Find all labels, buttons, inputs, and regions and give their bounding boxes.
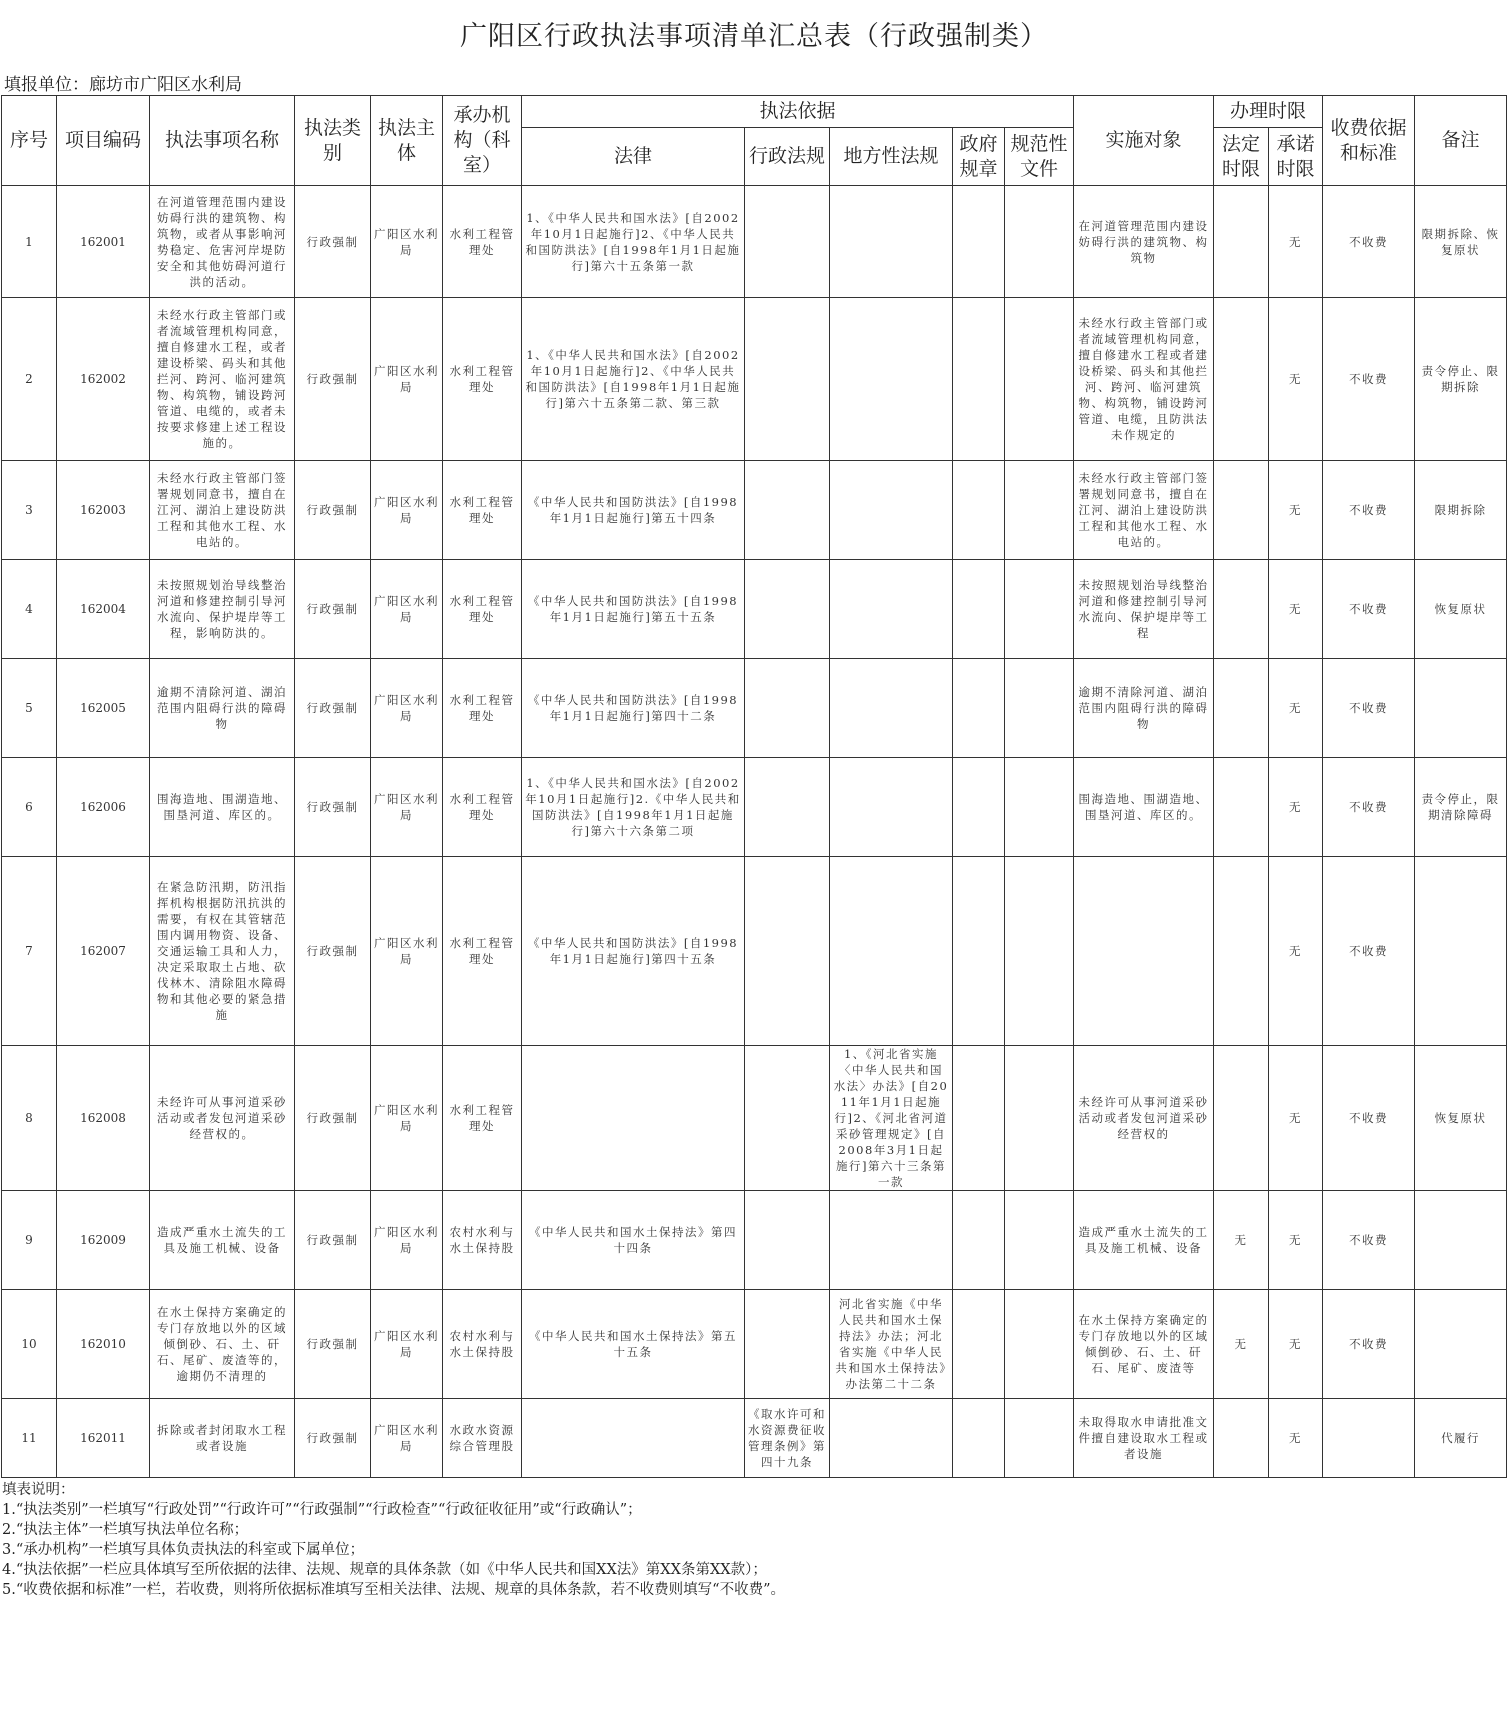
cell-code: 162003 [57,461,150,560]
table-row [2,1046,1507,1191]
cell-gov-rule [953,461,1005,560]
cell-code: 162002 [57,298,150,461]
cell-name: 未经水行政主管部门或者流域管理机构同意，擅自修建水工程，或者建设桥梁、码头和其他拦河、跨河、临河建筑物、构筑物，铺设跨河管道、电缆的，或者未按要求修建上述工程设施的。 [150,298,295,461]
header-legal-limit: 法定时限 [1214,128,1269,186]
cell-target: 逾期不清除河道、湖泊范围内阻碍行洪的障碍物 [1074,659,1214,758]
cell-code: 162010 [57,1290,150,1399]
cell-target: 在河道管理范围内建设妨碍行洪的建筑物、构筑物 [1074,186,1214,298]
cell-remark [1415,659,1507,758]
enforcement-table [1,95,1507,1478]
cell-admin-reg [745,857,830,1046]
cell-local-reg [830,461,953,560]
cell-promise-limit: 无 [1269,560,1323,659]
table-row [2,1290,1507,1399]
cell-norm-doc [1005,461,1074,560]
cell-fee: 不收费 [1323,758,1415,857]
header-seq: 序号 [2,96,57,186]
cell-name: 未经水行政主管部门签署规划同意书，擅自在江河、湖泊上建设防洪工程和其他水工程、水电站的。 [150,461,295,560]
cell-legal-limit: 无 [1214,1290,1269,1399]
cell-promise-limit: 无 [1269,1290,1323,1399]
cell-legal-limit [1214,659,1269,758]
cell-local-reg [830,560,953,659]
cell-remark: 限期拆除 [1415,461,1507,560]
cell-code: 162004 [57,560,150,659]
cell-law: 《中华人民共和国水土保持法》第四十四条 [522,1191,745,1290]
cell-legal-limit [1214,1046,1269,1191]
header-target: 实施对象 [1074,96,1214,186]
header-category: 执法类别 [295,96,371,186]
table-row [2,298,1507,461]
cell-seq: 6 [2,758,57,857]
header-remark: 备注 [1415,96,1507,186]
cell-subject: 广阳区水利局 [371,857,443,1046]
cell-norm-doc [1005,1290,1074,1399]
cell-promise-limit: 无 [1269,1046,1323,1191]
cell-name: 未按照规划治导线整治河道和修建控制引导河水流向、保护堤岸等工程，影响防洪的。 [150,560,295,659]
cell-category: 行政强制 [295,1290,371,1399]
cell-code: 162001 [57,186,150,298]
cell-seq: 9 [2,1191,57,1290]
cell-office: 水利工程管理处 [443,461,522,560]
cell-subject: 广阳区水利局 [371,560,443,659]
cell-admin-reg [745,1191,830,1290]
cell-gov-rule [953,758,1005,857]
table-row [2,186,1507,298]
cell-law: 1、《中华人民共和国水法》[自2002年10月1日起施行]2.《中华人民共和国防洪法》[自1998年1月1日起施行]第六十六条第二项 [522,758,745,857]
cell-admin-reg: 《取水许可和水资源费征收管理条例》第四十九条 [745,1399,830,1478]
cell-fee: 不收费 [1323,298,1415,461]
table-body [2,186,1507,1478]
cell-legal-limit [1214,1399,1269,1478]
cell-seq: 7 [2,857,57,1046]
cell-seq: 5 [2,659,57,758]
cell-remark [1415,1290,1507,1399]
cell-seq: 10 [2,1290,57,1399]
cell-office: 农村水利与水土保持股 [443,1290,522,1399]
cell-office: 水利工程管理处 [443,298,522,461]
cell-legal-limit [1214,186,1269,298]
cell-seq: 4 [2,560,57,659]
cell-law: 1、《中华人民共和国水法》[自2002年10月1日起施行]2、《中华人民共和国防洪法》[自1998年1月1日起施行]第六十五条第一款 [522,186,745,298]
header-admin-reg: 行政法规 [745,128,830,186]
cell-code: 162005 [57,659,150,758]
page-title: 广阳区行政执法事项清单汇总表（行政强制类） [460,21,1048,52]
cell-target [1074,857,1214,1046]
header-local-reg: 地方性法规 [830,128,953,186]
header-subject: 执法主体 [371,96,443,186]
cell-admin-reg [745,659,830,758]
cell-promise-limit: 无 [1269,461,1323,560]
cell-target: 造成严重水土流失的工具及施工机械、设备 [1074,1191,1214,1290]
cell-category: 行政强制 [295,659,371,758]
cell-legal-limit [1214,560,1269,659]
cell-seq: 1 [2,186,57,298]
cell-office: 水利工程管理处 [443,659,522,758]
cell-law: 1、《中华人民共和国水法》[自2002年10月1日起施行]2、《中华人民共和国防洪法》[自1998年1月1日起施行]第六十五条第二款、第三款 [522,298,745,461]
cell-subject: 广阳区水利局 [371,659,443,758]
cell-gov-rule [953,1290,1005,1399]
cell-target: 未按照规划治导线整治河道和修建控制引导河水流向、保护堤岸等工程 [1074,560,1214,659]
cell-law [522,1046,745,1191]
cell-gov-rule [953,1046,1005,1191]
cell-office: 农村水利与水土保持股 [443,1191,522,1290]
note-line: 4.“执法依据”一栏应具体填写至所依据的法律、法规、规章的具体条款（如《中华人民共和国XX法》第XX条第XX款）； [2,1562,767,1578]
cell-target: 未经水行政主管部门或者流域管理机构同意，擅自修建水工程或者建设桥梁、码头和其他拦河、跨河、临河建筑物、构筑物，铺设跨河管道、电缆，且防洪法未作规定的 [1074,298,1214,461]
cell-local-reg [830,1191,953,1290]
cell-gov-rule [953,560,1005,659]
cell-category: 行政强制 [295,758,371,857]
cell-name: 拆除或者封闭取水工程或者设施 [150,1399,295,1478]
cell-name: 在紧急防汛期，防汛指挥机构根据防汛抗洪的需要，有权在其管辖范围内调用物资、设备、交通运输工具和人力，决定采取取土占地、砍伐林木、清除阻水障碍物和其他必要的紧急措施 [150,857,295,1046]
cell-admin-reg [745,1046,830,1191]
cell-remark [1415,1191,1507,1290]
cell-gov-rule [953,659,1005,758]
note-line: 2.“执法主体”一栏填写执法单位名称； [2,1522,249,1538]
cell-target: 未经许可从事河道采砂活动或者发包河道采砂经营权的 [1074,1046,1214,1191]
cell-fee: 不收费 [1323,1290,1415,1399]
cell-promise-limit: 无 [1269,659,1323,758]
header-norm-doc: 规范性文件 [1005,128,1074,186]
cell-seq: 8 [2,1046,57,1191]
cell-subject: 广阳区水利局 [371,1046,443,1191]
cell-admin-reg [745,298,830,461]
cell-fee: 不收费 [1323,1046,1415,1191]
cell-target: 未取得取水申请批准文件擅自建设取水工程或者设施 [1074,1399,1214,1478]
cell-remark [1415,857,1507,1046]
cell-local-reg [830,659,953,758]
header-office: 承办机构（科室） [443,96,522,186]
table-row [2,659,1507,758]
cell-local-reg: 1、《河北省实施〈中华人民共和国水法〉办法》[自2011年1月1日起施行]2、《河北省河道采砂管理规定》[自2008年3月1日起施行]第六十三条第一款 [830,1046,953,1191]
cell-subject: 广阳区水利局 [371,1290,443,1399]
cell-name: 逾期不清除河道、湖泊范围内阻碍行洪的障碍物 [150,659,295,758]
cell-fee: 不收费 [1323,560,1415,659]
cell-law: 《中华人民共和国防洪法》[自1998年1月1日起施行]第四十五条 [522,857,745,1046]
header-promise-limit: 承诺时限 [1269,128,1323,186]
cell-subject: 广阳区水利局 [371,298,443,461]
header-name: 执法事项名称 [150,96,295,186]
cell-fee: 不收费 [1323,1191,1415,1290]
cell-name: 在水土保持方案确定的专门存放地以外的区域倾倒砂、石、土、矸石、尾矿、废渣等的，逾期仍不清理的 [150,1290,295,1399]
cell-fee: 不收费 [1323,659,1415,758]
table-row [2,857,1507,1046]
cell-name: 造成严重水土流失的工具及施工机械、设备 [150,1191,295,1290]
header-gov-rule: 政府规章 [953,128,1005,186]
fill-instructions [2,1480,785,1600]
header-fee: 收费依据和标准 [1323,96,1415,186]
notes-heading: 填表说明： [2,1482,75,1498]
note-line: 3.“承办机构”一栏填写具体负责执法的科室或下属单位； [2,1542,365,1558]
cell-fee: 不收费 [1323,857,1415,1046]
table-row [2,1191,1507,1290]
cell-gov-rule [953,298,1005,461]
cell-law [522,1399,745,1478]
cell-legal-limit: 无 [1214,1191,1269,1290]
cell-office: 水利工程管理处 [443,857,522,1046]
cell-norm-doc [1005,1191,1074,1290]
cell-legal-limit [1214,758,1269,857]
cell-legal-limit [1214,857,1269,1046]
cell-legal-limit [1214,461,1269,560]
cell-local-reg [830,186,953,298]
reporting-unit: 填报单位：廊坊市广阳区水利局 [4,75,242,95]
cell-fee [1323,1399,1415,1478]
cell-norm-doc [1005,857,1074,1046]
table-row [2,560,1507,659]
cell-law: 《中华人民共和国防洪法》[自1998年1月1日起施行]第五十五条 [522,560,745,659]
cell-seq: 2 [2,298,57,461]
cell-remark: 限期拆除、恢复原状 [1415,186,1507,298]
cell-admin-reg [745,461,830,560]
cell-office: 水利工程管理处 [443,186,522,298]
cell-admin-reg [745,560,830,659]
cell-code: 162008 [57,1046,150,1191]
cell-category: 行政强制 [295,298,371,461]
header-time-limit: 办理时限 [1214,96,1323,128]
cell-subject: 广阳区水利局 [371,758,443,857]
cell-admin-reg [745,186,830,298]
cell-category: 行政强制 [295,1399,371,1478]
cell-seq: 3 [2,461,57,560]
header-code: 项目编码 [57,96,150,186]
cell-norm-doc [1005,186,1074,298]
cell-subject: 广阳区水利局 [371,1399,443,1478]
cell-name: 围海造地、围湖造地、围垦河道、库区的。 [150,758,295,857]
cell-remark: 恢复原状 [1415,1046,1507,1191]
cell-office: 水利工程管理处 [443,1046,522,1191]
cell-gov-rule [953,857,1005,1046]
cell-remark: 责令停止，限期清除障碍 [1415,758,1507,857]
cell-category: 行政强制 [295,186,371,298]
cell-norm-doc [1005,1399,1074,1478]
note-line: 5.“收费依据和标准”一栏，若收费，则将所依据标准填写至相关法律、法规、规章的具体条款，若不收费则填写“不收费”。 [2,1582,785,1598]
cell-remark: 恢复原状 [1415,560,1507,659]
cell-office: 水政水资源综合管理股 [443,1399,522,1478]
cell-norm-doc [1005,560,1074,659]
cell-gov-rule [953,1191,1005,1290]
cell-office: 水利工程管理处 [443,758,522,857]
cell-target: 未经水行政主管部门签署规划同意书，擅自在江河、湖泊上建设防洪工程和其他水工程、水电站的。 [1074,461,1214,560]
cell-category: 行政强制 [295,1191,371,1290]
cell-law: 《中华人民共和国防洪法》[自1998年1月1日起施行]第五十四条 [522,461,745,560]
cell-target: 围海造地、围湖造地、围垦河道、库区的。 [1074,758,1214,857]
cell-gov-rule [953,1399,1005,1478]
note-line: 1.“执法类别”一栏填写“行政处罚”“行政许可”“行政强制”“行政检查”“行政征收征用”或“行政确认”； [2,1502,642,1518]
cell-code: 162011 [57,1399,150,1478]
cell-fee: 不收费 [1323,461,1415,560]
cell-promise-limit: 无 [1269,1191,1323,1290]
cell-category: 行政强制 [295,461,371,560]
cell-local-reg [830,758,953,857]
cell-fee: 不收费 [1323,186,1415,298]
cell-gov-rule [953,186,1005,298]
cell-promise-limit: 无 [1269,857,1323,1046]
table-row [2,758,1507,857]
cell-office: 水利工程管理处 [443,560,522,659]
cell-promise-limit: 无 [1269,298,1323,461]
cell-norm-doc [1005,298,1074,461]
cell-code: 162007 [57,857,150,1046]
cell-norm-doc [1005,758,1074,857]
cell-local-reg [830,857,953,1046]
cell-local-reg: 河北省实施《中华人民共和国水土保持法》办法；河北省实施《中华人民共和国水土保持法》办法第二十二条 [830,1290,953,1399]
cell-norm-doc [1005,659,1074,758]
cell-remark: 责令停止、限期拆除 [1415,298,1507,461]
cell-category: 行政强制 [295,560,371,659]
cell-target: 在水土保持方案确定的专门存放地以外的区域倾倒砂、石、土、矸石、尾矿、废渣等 [1074,1290,1214,1399]
cell-admin-reg [745,758,830,857]
cell-name: 未经许可从事河道采砂活动或者发包河道采砂经营权的。 [150,1046,295,1191]
cell-category: 行政强制 [295,857,371,1046]
cell-remark: 代履行 [1415,1399,1507,1478]
header-law: 法律 [522,128,745,186]
cell-law: 《中华人民共和国水土保持法》第五十五条 [522,1290,745,1399]
cell-local-reg [830,1399,953,1478]
table-row [2,1399,1507,1478]
cell-seq: 11 [2,1399,57,1478]
cell-name: 在河道管理范围内建设妨碍行洪的建筑物、构筑物，或者从事影响河势稳定、危害河岸堤防安全和其他妨碍河道行洪的活动。 [150,186,295,298]
cell-subject: 广阳区水利局 [371,1191,443,1290]
cell-legal-limit [1214,298,1269,461]
cell-promise-limit: 无 [1269,758,1323,857]
cell-norm-doc [1005,1046,1074,1191]
cell-code: 162009 [57,1191,150,1290]
cell-subject: 广阳区水利局 [371,461,443,560]
cell-law: 《中华人民共和国防洪法》[自1998年1月1日起施行]第四十二条 [522,659,745,758]
cell-category: 行政强制 [295,1046,371,1191]
cell-code: 162006 [57,758,150,857]
table-row [2,461,1507,560]
header-basis: 执法依据 [522,96,1074,128]
cell-local-reg [830,298,953,461]
cell-subject: 广阳区水利局 [371,186,443,298]
cell-promise-limit: 无 [1269,186,1323,298]
cell-promise-limit: 无 [1269,1399,1323,1478]
cell-admin-reg [745,1290,830,1399]
